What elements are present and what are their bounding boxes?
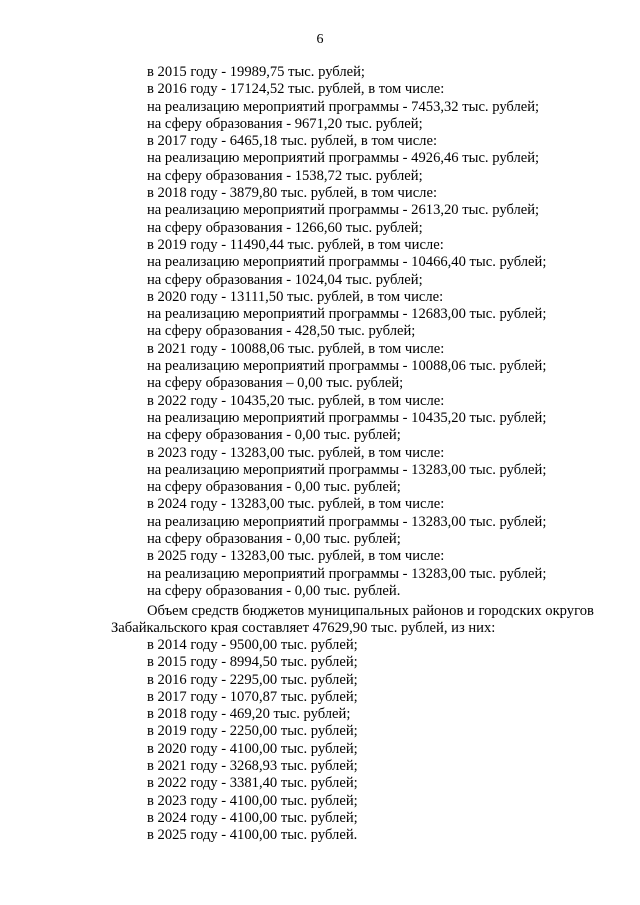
funding-line: на реализацию мероприятий программы - 13283,00 тыс. рублей; bbox=[147, 565, 547, 582]
funding-line: в 2023 году - 13283,00 тыс. рублей, в том числе: bbox=[147, 444, 445, 461]
funding-line: на реализацию мероприятий программы - 4926,46 тыс. рублей; bbox=[147, 150, 540, 167]
funding-line: на сферу образования - 1266,60 тыс. рублей; bbox=[147, 219, 423, 236]
funding-line: в 2016 году - 17124,52 тыс. рублей, в том числе: bbox=[147, 81, 445, 98]
municipal-funding-line: в 2023 году - 4100,00 тыс. рублей; bbox=[147, 792, 358, 809]
funding-line: в 2018 году - 3879,80 тыс. рублей, в том числе: bbox=[147, 185, 437, 202]
funding-line: на сферу образования - 1538,72 тыс. рублей; bbox=[147, 167, 423, 184]
municipal-funding-line: в 2017 году - 1070,87 тыс. рублей; bbox=[147, 688, 358, 705]
municipal-funding-line: в 2019 году - 2250,00 тыс. рублей; bbox=[147, 723, 358, 740]
municipal-funding-line: в 2021 году - 3268,93 тыс. рублей; bbox=[147, 758, 358, 775]
funding-line: в 2025 году - 13283,00 тыс. рублей, в том числе: bbox=[147, 548, 445, 565]
funding-line: на сферу образования – 0,00 тыс. рублей; bbox=[147, 375, 404, 392]
funding-line: на сферу образования - 1024,04 тыс. рублей; bbox=[147, 271, 423, 288]
funding-line: на реализацию мероприятий программы - 12683,00 тыс. рублей; bbox=[147, 306, 547, 323]
funding-line: на сферу образования - 0,00 тыс. рублей. bbox=[147, 582, 401, 599]
funding-line: на сферу образования - 9671,20 тыс. рублей; bbox=[147, 115, 423, 132]
funding-line: в 2024 году - 13283,00 тыс. рублей, в том числе: bbox=[147, 496, 445, 513]
funding-line: на реализацию мероприятий программы - 7453,32 тыс. рублей; bbox=[147, 98, 540, 115]
funding-line: на реализацию мероприятий программы - 10466,40 тыс. рублей; bbox=[147, 254, 547, 271]
funding-line: на реализацию мероприятий программы - 10435,20 тыс. рублей; bbox=[147, 409, 547, 426]
funding-line: в 2021 году - 10088,06 тыс. рублей, в том числе: bbox=[147, 340, 445, 357]
funding-by-year-list bbox=[0, 64, 640, 600]
municipal-funding-line: в 2018 году - 469,20 тыс. рублей; bbox=[147, 706, 351, 723]
funding-line: на реализацию мероприятий программы - 2613,20 тыс. рублей; bbox=[147, 202, 540, 219]
funding-line: в 2017 году - 6465,18 тыс. рублей, в том числе: bbox=[147, 133, 437, 150]
funding-line: на реализацию мероприятий программы - 13283,00 тыс. рублей; bbox=[147, 461, 547, 478]
municipal-funding-line: в 2024 году - 4100,00 тыс. рублей; bbox=[147, 809, 358, 826]
funding-line: в 2020 году - 13111,50 тыс. рублей, в том числе: bbox=[147, 288, 444, 305]
paragraph-line: Забайкальского края составляет 47629,90 тыс. рублей, из них: bbox=[111, 620, 496, 637]
funding-line: в 2022 году - 10435,20 тыс. рублей, в том числе: bbox=[147, 392, 445, 409]
funding-line: на сферу образования - 428,50 тыс. рублей; bbox=[147, 323, 416, 340]
municipal-funding-line: в 2020 году - 4100,00 тыс. рублей; bbox=[147, 740, 358, 757]
municipal-budget-paragraph bbox=[0, 603, 640, 638]
municipal-funding-list bbox=[0, 637, 640, 845]
municipal-funding-line: в 2014 году - 9500,00 тыс. рублей; bbox=[147, 637, 358, 653]
funding-line: на сферу образования - 0,00 тыс. рублей; bbox=[147, 531, 401, 548]
funding-line: на реализацию мероприятий программы - 13283,00 тыс. рублей; bbox=[147, 513, 547, 530]
funding-line: в 2015 году - 19989,75 тыс. рублей; bbox=[147, 64, 365, 80]
funding-line: на сферу образования - 0,00 тыс. рублей; bbox=[147, 427, 401, 444]
funding-line: в 2019 году - 11490,44 тыс. рублей, в том числе: bbox=[147, 236, 444, 253]
funding-line: на сферу образования - 0,00 тыс. рублей; bbox=[147, 479, 401, 496]
municipal-funding-line: в 2025 году - 4100,00 тыс. рублей. bbox=[147, 827, 358, 844]
municipal-funding-line: в 2015 году - 8994,50 тыс. рублей; bbox=[147, 654, 358, 671]
funding-line: на реализацию мероприятий программы - 10088,06 тыс. рублей; bbox=[147, 358, 547, 375]
page-number: 6 bbox=[316, 32, 324, 47]
municipal-funding-line: в 2022 году - 3381,40 тыс. рублей; bbox=[147, 775, 358, 792]
paragraph-line: Объем средств бюджетов муниципальных районов и городских округов bbox=[147, 603, 594, 619]
municipal-funding-line: в 2016 году - 2295,00 тыс. рублей; bbox=[147, 671, 358, 688]
